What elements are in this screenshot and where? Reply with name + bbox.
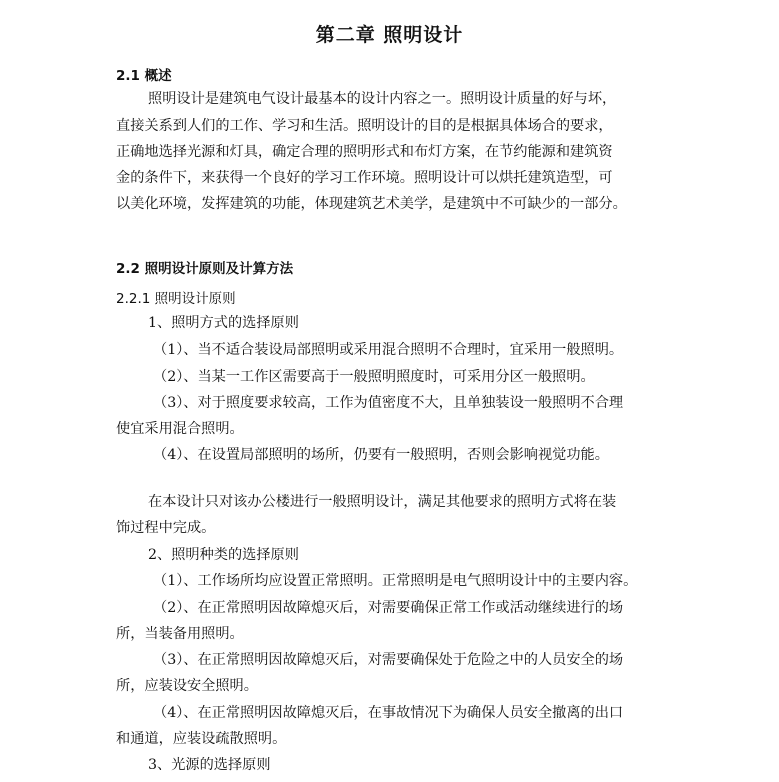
- paragraph-line: 直接关系到人们的工作、学习和生活。照明设计的目的是根据具体场合的要求，: [116, 118, 613, 134]
- paragraph-line: 金的条件下，来获得一个良好的学习工作环境。照明设计可以烘托建筑造型，可: [116, 170, 613, 186]
- list-item: （1）、工作场所均应设置正常照明。正常照明是电气照明设计中的主要内容。: [153, 573, 638, 589]
- paragraph-line: 在本设计只对该办公楼进行一般照明设计，满足其他要求的照明方式将在装: [148, 494, 617, 510]
- list-item: （1）、当不适合装设局部照明或采用混合照明不合理时，宜采用一般照明。: [153, 342, 624, 358]
- item-title: 3、光源的选择原则: [148, 757, 271, 773]
- item-title: 2、照明种类的选择原则: [148, 547, 299, 563]
- section-heading-2-2: 2.2 照明设计原则及计算方法: [116, 261, 294, 277]
- list-item: 和通道，应装设疏散照明。: [116, 731, 287, 747]
- paragraph-line: 以美化环境，发挥建筑的功能，体现建筑艺术美学，是建筑中不可缺少的一部分。: [116, 196, 627, 212]
- list-item: 所，当装备用照明。: [116, 626, 244, 642]
- list-item: （4）、在正常照明因故障熄灭后，在事故情况下为确保人员安全撤离的出口: [153, 705, 624, 721]
- item-title: 1、照明方式的选择原则: [148, 315, 299, 331]
- paragraph-line: 饰过程中完成。: [116, 520, 216, 536]
- section-heading-2-1: 2.1 概述: [116, 68, 172, 84]
- paragraph-line: 照明设计是建筑电气设计最基本的设计内容之一。照明设计质量的好与坏，: [148, 91, 617, 107]
- list-item: （3）、对于照度要求较高，工作为值密度不大，且单独装设一般照明不合理: [153, 395, 624, 411]
- list-item: 使宜采用混合照明。: [116, 421, 244, 437]
- paragraph-line: 正确地选择光源和灯具，确定合理的照明形式和布灯方案，在节约能源和建筑资: [116, 144, 613, 160]
- list-item: （3）、在正常照明因故障熄灭后，对需要确保处于危险之中的人员安全的场: [153, 652, 624, 668]
- subsection-heading-2-2-1: 2.2.1 照明设计原则: [116, 291, 236, 307]
- chapter-title: 第二章 照明设计: [315, 24, 464, 46]
- list-item: 所，应装设安全照明。: [116, 678, 258, 694]
- list-item: （4）、在设置局部照明的场所，仍要有一般照明，否则会影响视觉功能。: [153, 447, 609, 463]
- list-item: （2）、在正常照明因故障熄灭后，对需要确保正常工作或活动继续进行的场: [153, 600, 624, 616]
- list-item: （2）、当某一工作区需要高于一般照明照度时，可采用分区一般照明。: [153, 369, 595, 385]
